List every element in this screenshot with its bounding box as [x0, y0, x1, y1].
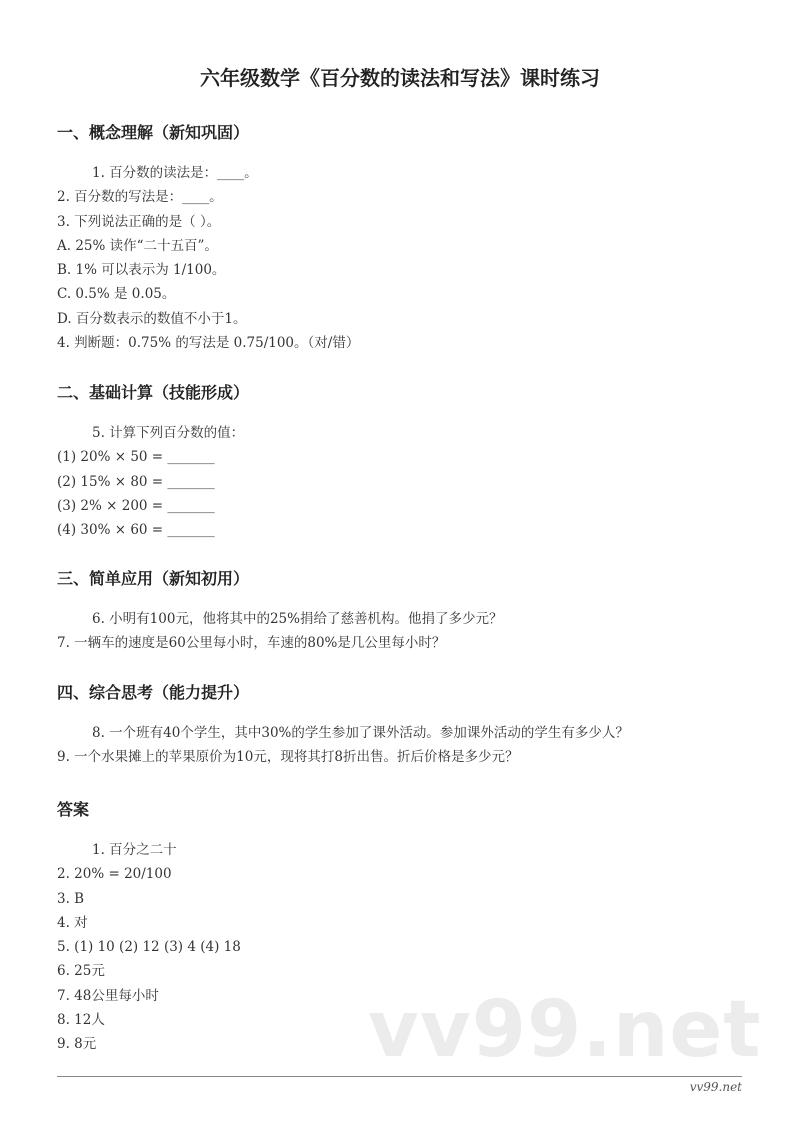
answer-line: 3. B — [57, 890, 85, 907]
section-application — [57, 567, 757, 656]
question-line: 9. 一个水果摊上的苹果原价为10元，现将其打8折出售。折后价格是多少元？ — [57, 749, 519, 766]
watermark: vv99.net — [368, 985, 762, 1075]
question-line: 3. 下列说法正确的是（ ）。 — [57, 213, 221, 230]
answer-line: 8. 12人 — [57, 1012, 105, 1029]
section-heading: 三、简单应用（新知初用） — [57, 569, 250, 588]
answer-line: 1. 百分之二十 — [92, 842, 177, 858]
question-line: 7. 一辆车的速度是60公里每小时，车速的80%是几公里每小时？ — [57, 635, 446, 652]
section-heading: 四、综合思考（能力提升） — [57, 683, 250, 702]
answer-line: 4. 对 — [57, 914, 88, 931]
question-line: 5. 计算下列百分数的值： — [92, 425, 245, 441]
question-line: (4) 30% × 60 = _______ — [57, 522, 215, 539]
section-concept — [57, 121, 757, 355]
question-line: (1) 20% × 50 = _______ — [57, 449, 215, 466]
question-line: 4. 判断题：0.75% 的写法是 0.75/100。（对/错） — [57, 335, 360, 352]
question-line: B. 1% 可以表示为 1/100。 — [57, 262, 226, 279]
section-heading: 一、概念理解（新知巩固） — [57, 123, 250, 142]
section-calculation — [57, 381, 757, 542]
question-line: (3) 2% × 200 = _______ — [57, 497, 215, 514]
footer-divider — [57, 1076, 742, 1077]
answer-line: 5. (1) 10 (2) 12 (3) 4 (4) 18 — [57, 939, 241, 956]
section-heading: 答案 — [57, 800, 90, 819]
question-line: 1. 百分数的读法是：____。 — [92, 165, 258, 181]
document-title: 六年级数学《百分数的读法和写法》课时练习 — [200, 66, 600, 90]
footer-text: vv99.net — [689, 1080, 742, 1094]
answer-line: 9. 8元 — [57, 1036, 97, 1053]
question-line: 6. 小明有100元，他将其中的25%捐给了慈善机构。他捐了多少元？ — [92, 611, 503, 627]
question-line: 8. 一个班有40个学生，其中30%的学生参加了课外活动。参加课外活动的学生有多少人？ — [92, 725, 629, 741]
question-line: A. 25% 读作“二十五百”。 — [57, 237, 218, 254]
question-line: C. 0.5% 是 0.05。 — [57, 286, 176, 303]
answer-line: 2. 20% = 20/100 — [57, 866, 172, 883]
question-line: 2. 百分数的写法是：____。 — [57, 189, 223, 206]
question-line: (2) 15% × 80 = _______ — [57, 473, 215, 490]
answer-line: 7. 48公里每小时 — [57, 987, 159, 1004]
section-comprehensive — [57, 681, 757, 770]
section-heading: 二、基础计算（技能形成） — [57, 383, 250, 402]
answer-line: 6. 25元 — [57, 963, 105, 980]
question-line: D. 百分数表示的数值不小于1。 — [57, 310, 247, 327]
